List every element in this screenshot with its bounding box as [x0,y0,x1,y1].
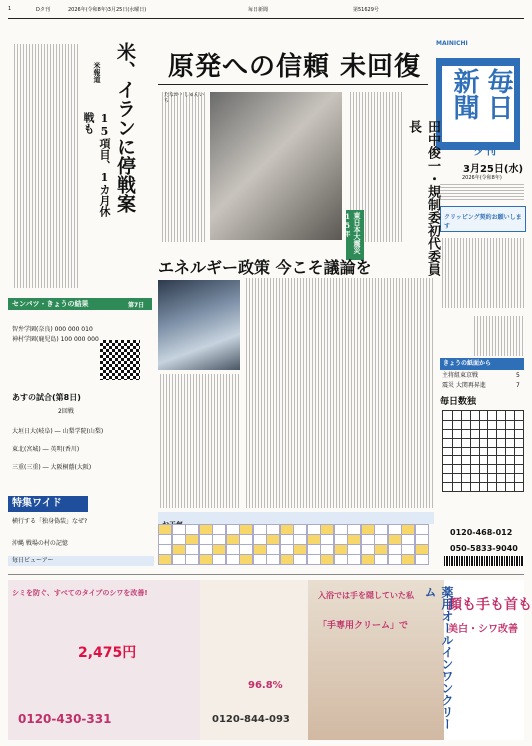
schedule-match-2: 東北(宮城) ― 英明(香川) [12,446,80,453]
sudoku-grid-line [496,411,497,491]
page-header [8,6,528,16]
weather-cell [347,554,361,565]
okinawa-text: 沖縄 戦場の村の記憶 [12,540,68,547]
second-detail: 15項目、1カ月休戦も [82,112,111,217]
game-score-1: 智弁学園(奈良) 000 000 010 [12,326,93,333]
weather-grid [158,524,434,568]
schedule-match-3: 三重(三重) ― 大阪桐蔭(大阪) [12,464,92,471]
lead-photo [210,92,342,240]
weather-cell [253,554,267,565]
sudoku-grid-line [479,411,480,491]
weather-cell [293,554,307,565]
ad-1-phone: 0120-430-331 [18,712,112,726]
weather-cell [185,554,199,565]
index-title: きょうの紙面から [440,358,524,370]
index-item-1-page: 5 [516,372,520,379]
sudoku-grid-line [443,482,523,483]
contact-phone-2: 050-5833-9040 [450,544,518,553]
second-headline: 米、イランに停戦案 [114,42,136,213]
sudoku-grid-line [487,411,488,491]
ad-2-percent: 96.8% [248,680,283,691]
ad-3-title: 「手専用クリーム」で [318,621,409,631]
ad-divider [8,574,524,575]
feature-text: 横行する「独身偽装」なぜ? [12,518,88,525]
right-column-story [440,238,524,308]
sudoku-grid-line [452,411,453,491]
sudoku-grid-line [443,447,523,448]
ad-4-title: 顔も手も首も [448,597,532,613]
weather-cell [401,554,415,565]
sudoku-grid-line [461,411,462,491]
qr-code[interactable] [100,340,140,380]
right-column-story-2 [472,316,524,356]
header-rule [8,18,524,19]
schedule-match-1: 大垣日大(岐阜) ― 山梨学院(山梨) [12,428,104,435]
lead-photo-caption: たなか・しゅんいち [164,92,205,104]
lead-badge: 東日本大震災 15年 [346,210,364,260]
date-line: 2026年(令和8年)3月25日(水曜日) [68,7,147,13]
weather-cell [334,554,348,565]
weather-cell [374,554,388,565]
lead-headline: 原発への信頼 未回復 [168,52,422,82]
sudoku-grid-line [514,411,515,491]
index-item-1: 主将組東京戦 [442,372,479,379]
weather-cell [199,554,213,565]
secondary-photo [158,280,240,370]
sudoku-grid-line [443,420,523,421]
schedule-round: 2回戦 [58,408,74,415]
ad-1-title: シミを防ぐ、すべてのタイプのシワを改善! [12,589,148,597]
sudoku-grid-line [443,455,523,456]
masthead-title-left: 新聞 [449,68,479,120]
masthead-era: 2026年(令和8年) [462,175,502,181]
ad-4-vertical: 薬用オールインワンクリーム [423,586,454,730]
schedule-title: あすの試合(第8日) [12,393,81,402]
masthead-title-right: 毎日 [483,68,513,120]
weather-cell [158,554,172,565]
sudoku-grid-line [443,429,523,430]
second-story-text [12,44,78,288]
weather-cell [307,554,321,565]
sudoku-grid-line [470,411,471,491]
sports-day: 第7日 [128,302,145,309]
weather-header [158,512,434,524]
ad-2-phone: 0120-844-093 [212,714,290,725]
second-subhead: 米報道 [93,62,102,83]
weather-cell [361,554,375,565]
secondary-story-text [158,374,240,508]
sudoku-grid-line [505,411,506,491]
issue-number: 第51629号 [353,7,379,13]
index-item-2-page: 7 [516,382,520,389]
edition-label: Dタ刊 [36,7,50,13]
lead-side-text [160,92,206,242]
game-score-2: 神村学園(鹿児島) 100 000 000 [12,336,99,343]
contact-phone: 0120-468-012 [450,528,513,537]
weather-cell [226,554,240,565]
promo-box [440,206,526,232]
sudoku-title: 毎日数独 [440,397,477,407]
page-number: 1 [8,6,12,12]
sudoku-grid-line [443,438,523,439]
feature-tag: 特集ワイド [8,496,88,512]
weather-cell [320,554,334,565]
masthead-date: 3月25日(水) [463,164,524,175]
brand-label: MAINICHI [436,40,468,47]
viewer-banner[interactable]: 毎日ビューアー [8,556,154,566]
sudoku-grid [442,410,524,492]
paper-name: 毎日新聞 [248,7,269,13]
ad-4-sub: 美白・シワ改善 [448,624,518,635]
weather-cell [172,554,186,565]
ad-3-line: 入浴では手を隠していた私 [318,591,414,600]
weather-cell [266,554,280,565]
weather-cell [212,554,226,565]
sudoku-grid-line [443,464,523,465]
weather-cell [239,554,253,565]
lead-subhead: エネルギー政策 今こそ議論を [158,258,372,277]
lead-story-columns [244,278,434,508]
promo-text: クリッピング契約お願いします [444,214,522,230]
weather-cell [280,554,294,565]
sudoku-grid-line [443,473,523,474]
masthead-info-text [440,182,524,202]
sports-title: センバツ・きょうの結果 [8,298,152,310]
lead-vertical-title: 田中俊一・規制委初代委員長 [406,120,440,276]
barcode [444,556,524,566]
weather-cell [388,554,402,565]
lead-rule [158,84,428,85]
index-item-2: 震災 大関再昇進 [442,382,486,389]
weather-cell [415,554,429,565]
evening-label: 夕刊 [474,144,496,157]
ad-1-price: 2,475円 [78,645,137,661]
